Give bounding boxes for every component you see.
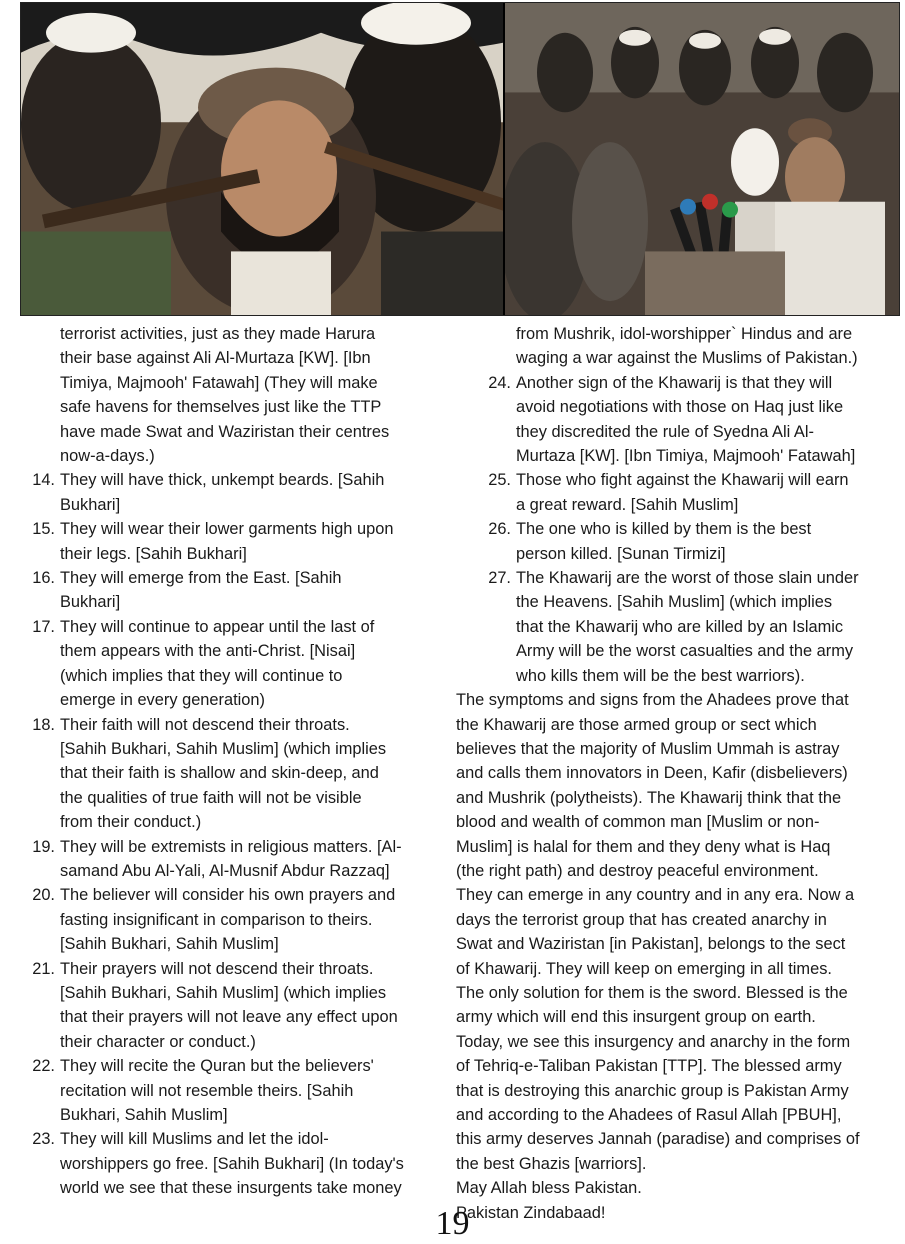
item-number: 25. — [488, 471, 511, 490]
item-number: 27. — [488, 569, 511, 588]
list-item — [456, 566, 902, 688]
list-item — [456, 371, 902, 469]
item-text: Their faith will not descend their throats. [Sahih Bukhari, Sahih Muslim] (which implies that their faith is shallow and skin-deep, and the qualities of true faith will not be visible from their conduct.) — [60, 715, 387, 832]
item-number: 14. — [32, 471, 55, 490]
item-number: 26. — [488, 520, 511, 539]
conclusion-paragraph: The symptoms and signs from the Ahadees prove that the Khawarij are those armed group or sect which believes that the majority of Muslim Ummah is astray and calls them innovators in Deen, Kafir (disbelievers) and Mushrik (polytheists). The Khawarij think that the blood and wealth of common man [Muslim or non- Muslim] is halal for them and they deny what is Haq (the right path) and destroy peaceful environment. They can emerge in any country and in any era. Now a days the terrorist group that has created anarchy in Swat and Waziristan [in Pakistan], belongs to the sect of Khawarij. They will keep on emerging in all times. The only solution for them is the sword. Blessed is the army which will end this insurgent group on earth. Today, we see this insurgency and anarchy in the form of Tehriq-e-Taliban Pakistan [TTP]. The blessed army that is destroying this anarchic group is Pakistan Army and according to the Ahadees of Rasul Allah [PBUH], this army deserves Jannah (paradise) and comprises of the best Ghazis [warriors]. — [456, 691, 860, 1173]
left-continuation-text: terrorist activities, just as they made Harura their base against Ali Al-Murtaza [KW]. [Ibn Timiya, Majmooh' Fatawah] (They will make safe havens for themselves just like the TTP have made Swat and Waziristan their centres now-a-days.) — [60, 325, 390, 466]
item-number: 20. — [32, 886, 55, 905]
list-item — [456, 517, 902, 566]
list-item — [24, 615, 448, 713]
list-item — [24, 517, 448, 566]
closing-blessing: May Allah bless Pakistan. — [456, 1179, 642, 1198]
right-numbered-list — [456, 371, 902, 688]
item-number: 22. — [32, 1057, 55, 1076]
item-number: 17. — [32, 617, 55, 636]
press-conference-photo — [505, 3, 900, 315]
item-text: Their prayers will not descend their throats. [Sahih Bukhari, Sahih Muslim] (which implies that their prayers will not leave any effect upon their character or conduct.) — [60, 959, 398, 1051]
left-numbered-list — [24, 468, 448, 1200]
list-item — [24, 468, 448, 517]
list-item — [24, 835, 448, 884]
item-text: They will continue to appear until the last of them appears with the anti-Christ. [Nisai] (which implies that they will continue to emerge in every generation) — [60, 617, 375, 710]
closing-slogan: Pakistan Zindabaad! — [456, 1203, 606, 1222]
item-number: 15. — [32, 520, 55, 539]
item-text: They will kill Muslims and let the idol- worshippers go free. [Sahih Bukhari] (In today's world we see that these insurgents take money — [60, 1130, 404, 1198]
item-text: Those who fight against the Khawarij will earn a great reward. [Sahih Muslim] — [516, 471, 849, 514]
list-item — [24, 1127, 448, 1200]
list-item — [24, 713, 448, 835]
militants-photo — [21, 3, 503, 315]
photo-strip — [20, 2, 900, 316]
item-text: The one who is killed by them is the best person killed. [Sunan Tirmizi] — [516, 520, 812, 563]
right-continuation-text: from Mushrik, idol-worshipper` Hindus and are waging a war against the Muslims of Pakistan.) — [516, 325, 858, 368]
item-text: They will recite the Quran but the believers' recitation will not resemble theirs. [Sahih Bukhari, Sahih Muslim] — [60, 1057, 374, 1124]
list-item — [456, 468, 902, 517]
item-text: They will be extremists in religious matters. [Al- samand Abu Al-Yali, Al-Musnif Abdur Razzaq] — [60, 837, 402, 880]
photo-press-icon — [505, 3, 900, 315]
page-number: 19 — [435, 1205, 470, 1242]
item-text: The believer will consider his own prayers and fasting insignificant in comparison to theirs. [Sahih Bukhari, Sahih Muslim] — [60, 886, 396, 954]
item-text: They will wear their lower garments high upon their legs. [Sahih Bukhari] — [60, 520, 394, 563]
item-number: 18. — [32, 715, 55, 734]
item-text: They will emerge from the East. [Sahih Bukhari] — [60, 569, 342, 612]
item-text: The Khawarij are the worst of those slain under the Heavens. [Sahih Muslim] (which implies that the Khawarij who are killed by an Islamic Army will be the worst casualties and the army who kills them will be the best warriors). — [516, 569, 859, 685]
item-number: 24. — [488, 373, 511, 392]
item-number: 21. — [32, 959, 55, 978]
list-item — [24, 957, 448, 1055]
list-item — [24, 883, 448, 956]
item-text: They will have thick, unkempt beards. [Sahih Bukhari] — [60, 471, 385, 514]
photo-militants-icon — [21, 3, 503, 315]
item-text: Another sign of the Khawarij is that they will avoid negotiations with those on Haq just like they discredited the rule of Syedna Ali Al- Murtaza [KW]. [Ibn Timiya, Majmooh' Fatawah] — [516, 373, 856, 466]
list-item — [24, 1054, 448, 1127]
item-number: 16. — [32, 569, 55, 588]
left-column — [24, 322, 448, 1201]
right-column — [456, 322, 902, 1225]
item-number: 19. — [32, 837, 55, 856]
item-number: 23. — [32, 1130, 55, 1149]
list-item — [24, 566, 448, 615]
